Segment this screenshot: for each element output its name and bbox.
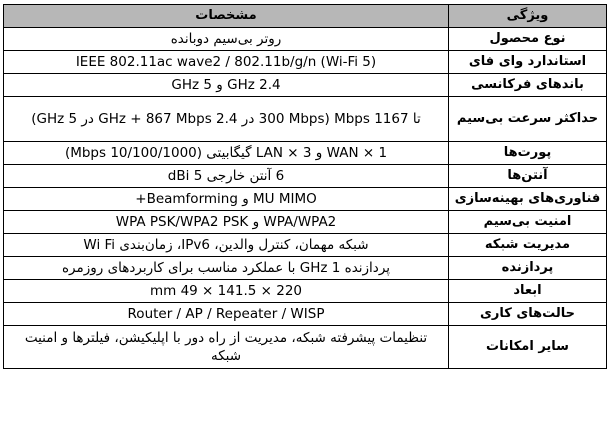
row-feature: نوع محصول	[449, 28, 607, 51]
row-feature: پردازنده	[449, 257, 607, 280]
row-feature: استاندارد وای فای	[449, 51, 607, 74]
table-row	[4, 326, 607, 369]
row-spec: روتر بی‌سیم دوبانده	[4, 28, 449, 51]
row-feature: فناوری‌های بهینه‌سازی	[449, 188, 607, 211]
table-row	[4, 211, 607, 234]
row-feature: پورت‌ها	[449, 142, 607, 165]
row-feature: سایر امکانات	[449, 326, 607, 369]
table-row	[4, 165, 607, 188]
row-spec: تا 1167 Mbps (300 Mbps در 2.4 GHz + 867 Mbps در 5 GHz)	[4, 97, 449, 142]
row-spec: 1 × WAN و 3 × LAN گیگابیتی (10/100/1000 Mbps)	[4, 142, 449, 165]
row-spec: پردازنده 1 GHz با عملکرد مناسب برای کاربردهای روزمره	[4, 257, 449, 280]
table-header-row	[4, 5, 607, 28]
table-row	[4, 234, 607, 257]
row-spec: IEEE 802.11ac wave2 / 802.11b/g/n (Wi-Fi 5)	[4, 51, 449, 74]
row-spec: 6 آنتن خارجی 5 dBi	[4, 165, 449, 188]
table-row	[4, 303, 607, 326]
row-feature: آنتن‌ها	[449, 165, 607, 188]
row-spec: WPA/WPA2 و WPA PSK/WPA2 PSK	[4, 211, 449, 234]
row-feature: حداکثر سرعت بی‌سیم	[449, 97, 607, 142]
header-spec: مشخصات	[4, 5, 449, 28]
specifications-table	[3, 4, 607, 369]
row-spec: 2.4 GHz و 5 GHz	[4, 74, 449, 97]
row-feature: مدیریت شبکه	[449, 234, 607, 257]
table-row	[4, 28, 607, 51]
table-row	[4, 257, 607, 280]
row-spec: MU MIMO و Beamforming+	[4, 188, 449, 211]
table-row	[4, 142, 607, 165]
table-row	[4, 97, 607, 142]
row-feature: ابعاد	[449, 280, 607, 303]
row-spec: Router / AP / Repeater / WISP	[4, 303, 449, 326]
table-row	[4, 188, 607, 211]
row-spec: شبکه مهمان، کنترل والدین، IPv6، زمان‌بندی Wi Fi	[4, 234, 449, 257]
table-row	[4, 51, 607, 74]
table-row	[4, 74, 607, 97]
table-row	[4, 280, 607, 303]
row-feature: باندهای فرکانسی	[449, 74, 607, 97]
row-spec: تنظیمات پیشرفته شبکه، مدیریت از راه دور با اپلیکیشن، فیلترها و امنیت شبکه	[4, 326, 449, 369]
header-feature: ویژگی	[449, 5, 607, 28]
row-spec: 220 × 141.5 × 49 mm	[4, 280, 449, 303]
row-feature: امنیت بی‌سیم	[449, 211, 607, 234]
row-feature: حالت‌های کاری	[449, 303, 607, 326]
